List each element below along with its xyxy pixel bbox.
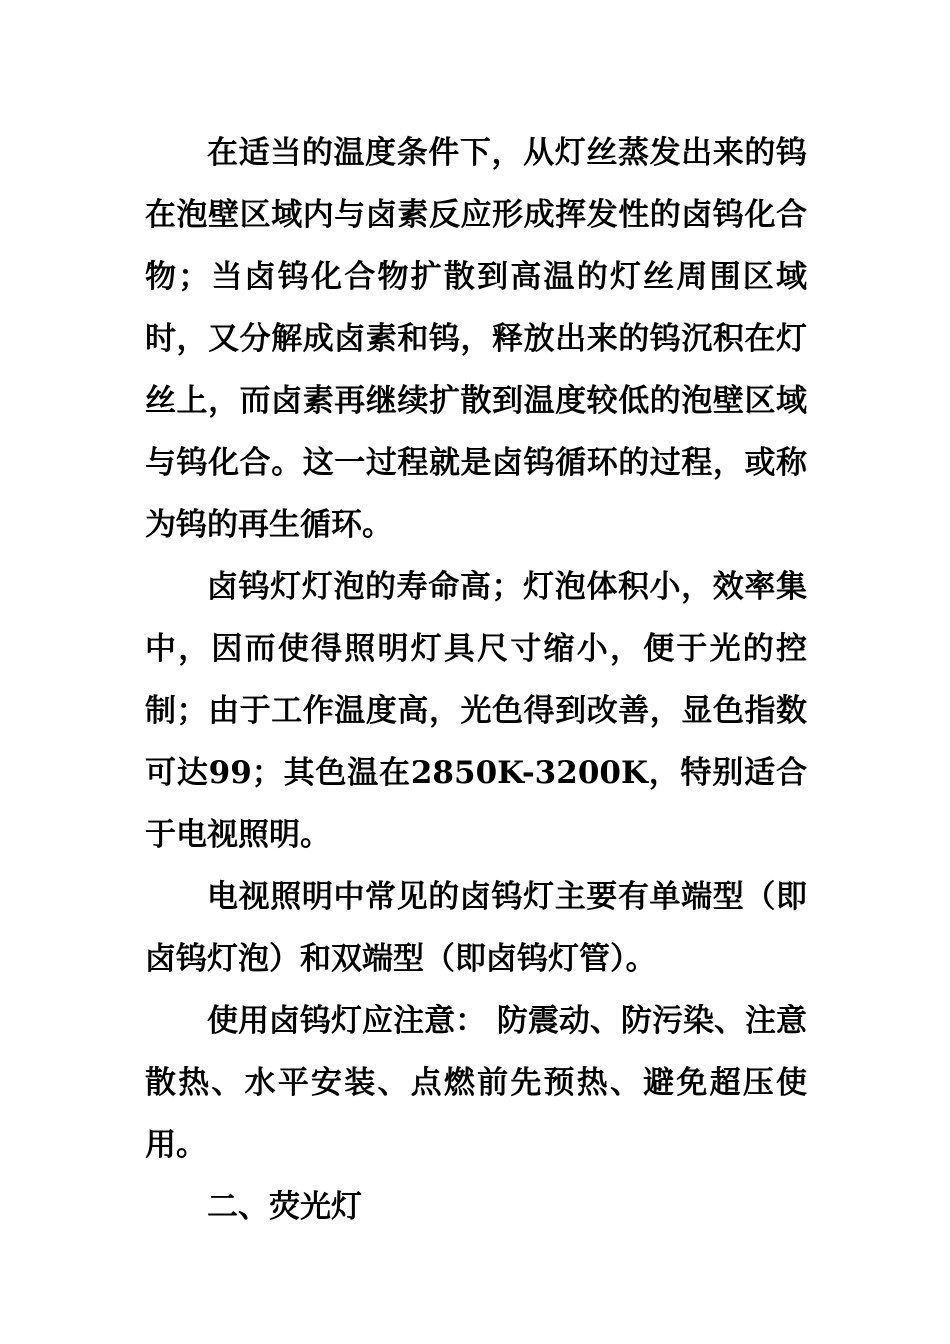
paragraph-halogen-types: 电视照明中常见的卤钨灯主要有单端型（即卤钨灯泡）和双端型（即卤钨灯管）。	[145, 879, 807, 977]
document-body	[145, 122, 807, 1238]
paragraph-halogen-advantages: 卤钨灯灯泡的寿命高；灯泡体积小，效率集中，因而使得照明灯具尺寸缩小，便于光的控制；由于工作温度高，光色得到改善，显色指数可达99；其色温在2850K-3200K，特别适合于电视照明。	[145, 569, 807, 853]
paragraph-halogen-cycle: 在适当的温度条件下，从灯丝蒸发出来的钨在泡壁区域内与卤素反应形成挥发性的卤钨化合物；当卤钨化合物扩散到高温的灯丝周围区域时，又分解成卤素和钨，释放出来的钨沉积在灯丝上，而卤素再继续扩散到温度较低的泡壁区域与钨化合。这一过程就是卤钨循环的过程，或称为钨的再生循环。	[145, 135, 807, 543]
paragraph-halogen-precautions: 使用卤钨灯应注意： 防震动、防污染、注意散热、水平安装、点燃前先预热、避免超压使用。	[145, 1003, 807, 1163]
section-heading-fluorescent: 二、荧光灯	[207, 1189, 362, 1225]
